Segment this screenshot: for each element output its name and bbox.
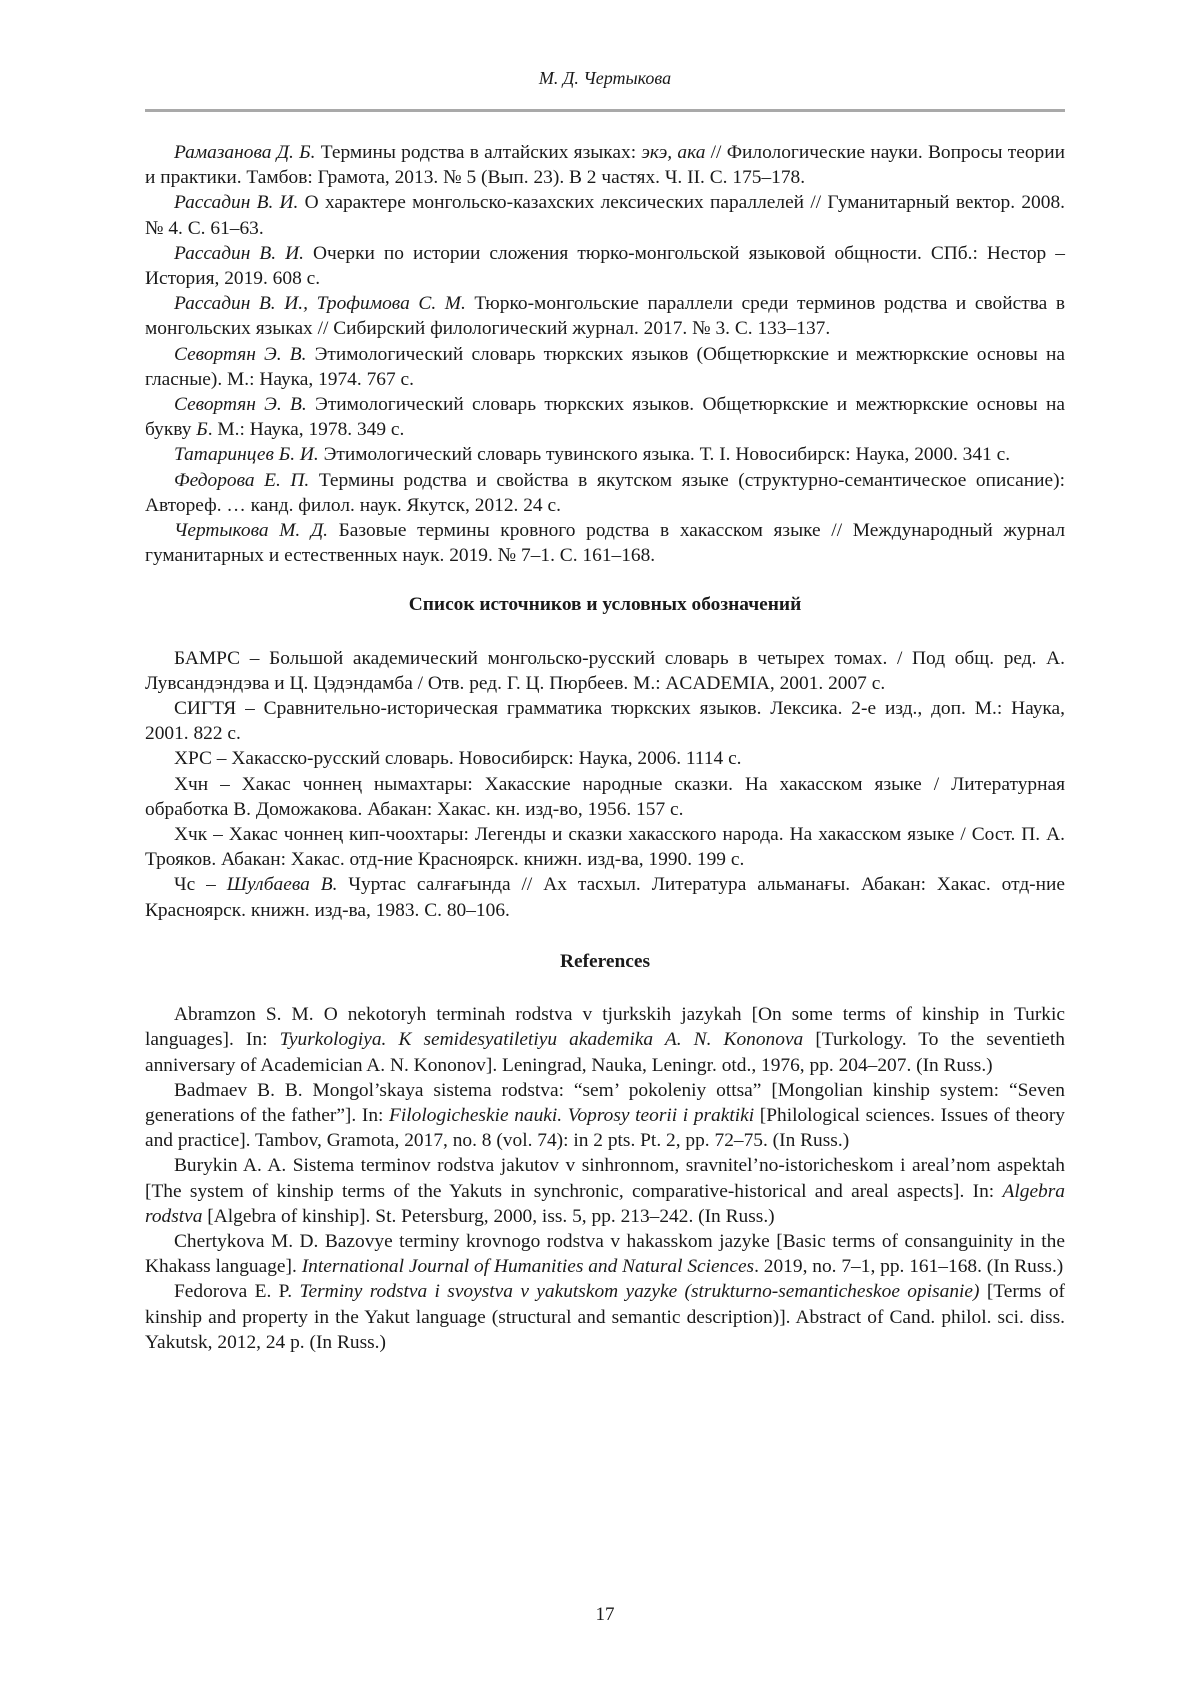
header-rule: [145, 109, 1065, 112]
bib-author: Рассадин В. И.: [174, 242, 304, 264]
bib-entry: Рассадин В. И. О характере монгольско-казахских лексических параллелей // Гуманитарный вектор. 2008. № 4. С. 61–63.: [145, 192, 1065, 239]
reference-entry: Burykin A. A. Sistema terminov rodstva jakutov v sinhronnom, sravnitel’no-istoricheskom i areal’nom aspektah [The system of kinship terms of the Yakuts in synchronic, comparative-historical and areal aspects]. In: Algebra rodstva [Algebra of kinship]. St. Petersburg, 2000, iss. 5, pp. 213–242. (In Russ.): [145, 1155, 1065, 1227]
bib-entry: Рамазанова Д. Б. Термины родства в алтайских языках: экэ, ака // Филологические науки. Вопросы теории и практики. Тамбов: Грамота, 2013. № 5 (Вып. 23). В 2 частях. Ч. II. С. 175–178.: [145, 142, 1065, 189]
reference-entry: Abramzon S. M. O nekotoryh terminah rodstva v tjurkskih jazykah [On some terms of kinship in Turkic languages]. In: Tyurkologiya. K semidesyatiletiyu akademika A. N. Kononova [Turkology. To the seventieth anniversary of Academician A. N. Kononov]. Leningrad, Nauka, Leningr. otd., 1976, pp. 204–207. (In Russ.): [145, 1004, 1065, 1076]
bib-author: Севортян Э. В.: [174, 394, 307, 416]
reference-entry: Fedorova E. P. Terminy rodstva i svoystva v yakutskom yazyke (strukturno-semanticheskoe opisanie) [Terms of kinship and property in the Yakut language (structural and semantic description)]. Abstract of Cand. philol. sci. diss. Yakutsk, 2012, 24 p. (In Russ.): [145, 1281, 1065, 1353]
page-body: [145, 140, 1065, 1355]
bib-author: Севортян Э. В.: [174, 343, 307, 365]
references-heading: References: [559, 950, 651, 972]
bib-entry: Рассадин В. И., Трофимова С. М. Тюрко-монгольские параллели среди терминов родства и свойства в монгольских языках // Сибирский филологический журнал. 2017. № 3. С. 133–137.: [145, 293, 1065, 340]
source-entry: Чс – Шулбаева В. Чуртас салғағында // Ах тасхыл. Литература альманағы. Абакан: Хакас. отд-ние Красноярск. книжн. изд-ва, 1983. С. 80–106.: [145, 874, 1065, 921]
bib-author: Федорова Е. П.: [174, 469, 310, 491]
bib-entry: Севортян Э. В. Этимологический словарь тюркских языков (Общетюркские и межтюркские основы на гласные). М.: Наука, 1974. 767 с.: [145, 343, 1065, 390]
bib-entry: Федорова Е. П. Термины родства и свойства в якутском языке (структурно-семантическое описание): Автореф. … канд. филол. наук. Якутск, 2012. 24 с.: [145, 469, 1065, 516]
source-entry: Хчк – Хакас чоннең кип-чоохтары: Легенды и сказки хакасского народа. На хакасском языке / Сост. П. А. Трояков. Абакан: Хакас. отд-ние Красноярск. книжн. изд-ва, 1990. 199 с.: [145, 824, 1065, 871]
bib-author: Рамазанова Д. Б.: [174, 142, 316, 163]
bib-entry: Татаринцев Б. И. Этимологический словарь тувинского языка. Т. I. Новосибирск: Наука, 2000. 341 с.: [174, 444, 1011, 466]
bib-entry: Севортян Э. В. Этимологический словарь тюркских языков. Общетюркские и межтюркские основы на букву Б. М.: Наука, 1978. 349 с.: [145, 394, 1065, 441]
bib-author: Рассадин В. И., Трофимова С. М.: [174, 293, 466, 315]
reference-entry: Badmaev B. B. Mongol’skaya sistema rodstva: “sem’ pokoleniy ottsa” [Mongolian kinship system: “Seven generations of the father”]. In: Filologicheskie nauki. Voprosy teorii i praktiki [Philological sciences. Issues of theory and practice]. Tambov, Gramota, 2017, no. 8 (vol. 74): in 2 pts. Pt. 2, pp. 72–75. (In Russ.): [145, 1079, 1066, 1152]
running-title: М. Д. Чертыкова: [538, 68, 672, 88]
bib-entry: Чертыкова М. Д. Базовые термины кровного родства в хакасском языке // Международный журнал гуманитарных и естественных наук. 2019. № 7–1. С. 161–168.: [145, 520, 1065, 567]
sources-heading: Список источников и условных обозначений: [408, 594, 802, 616]
source-entry: СИГТЯ – Сравнительно-историческая грамматика тюркских языков. Лексика. 2-е изд., доп. М.: Наука, 2001. 822 с.: [145, 698, 1065, 745]
bib-author: Татаринцев Б. И.: [174, 444, 319, 466]
source-entry: ХРС – Хакасско-русский словарь. Новосибирск: Наука, 2006. 1114 с.: [174, 748, 742, 770]
source-entry: Хчн – Хакас чоннең нымахтары: Хакасские народные сказки. На хакасском языке / Литературная обработка В. Доможакова. Абакан: Хакас. кн. изд-во, 1956. 157 с.: [145, 773, 1065, 820]
bib-entry: Рассадин В. И. Очерки по истории сложения тюрко-монгольской языковой общности. СПб.: Нестор – История, 2019. 608 с.: [145, 242, 1065, 290]
bib-author: Рассадин В. И.: [174, 192, 299, 214]
page-number: 17: [595, 1604, 615, 1625]
reference-entry: Chertykova M. D. Bazovye terminy krovnogo rodstva v hakasskom jazyke [Basic terms of consanguinity in the Khakass language]. International Journal of Humanities and Natural Sciences. 2019, no. 7–1, pp. 161–168. (In Russ.): [145, 1230, 1065, 1278]
source-entry: БАМРС – Большой академический монгольско-русский словарь в четырех томах. / Под общ. ред. А. Лувсандэндэва и Ц. Цэдэндамба / Отв. ред. Г. Ц. Пюрбеев. М.: ACADEMIA, 2001. 2007 с.: [145, 647, 1065, 694]
bib-author: Чертыкова М. Д.: [174, 520, 329, 542]
